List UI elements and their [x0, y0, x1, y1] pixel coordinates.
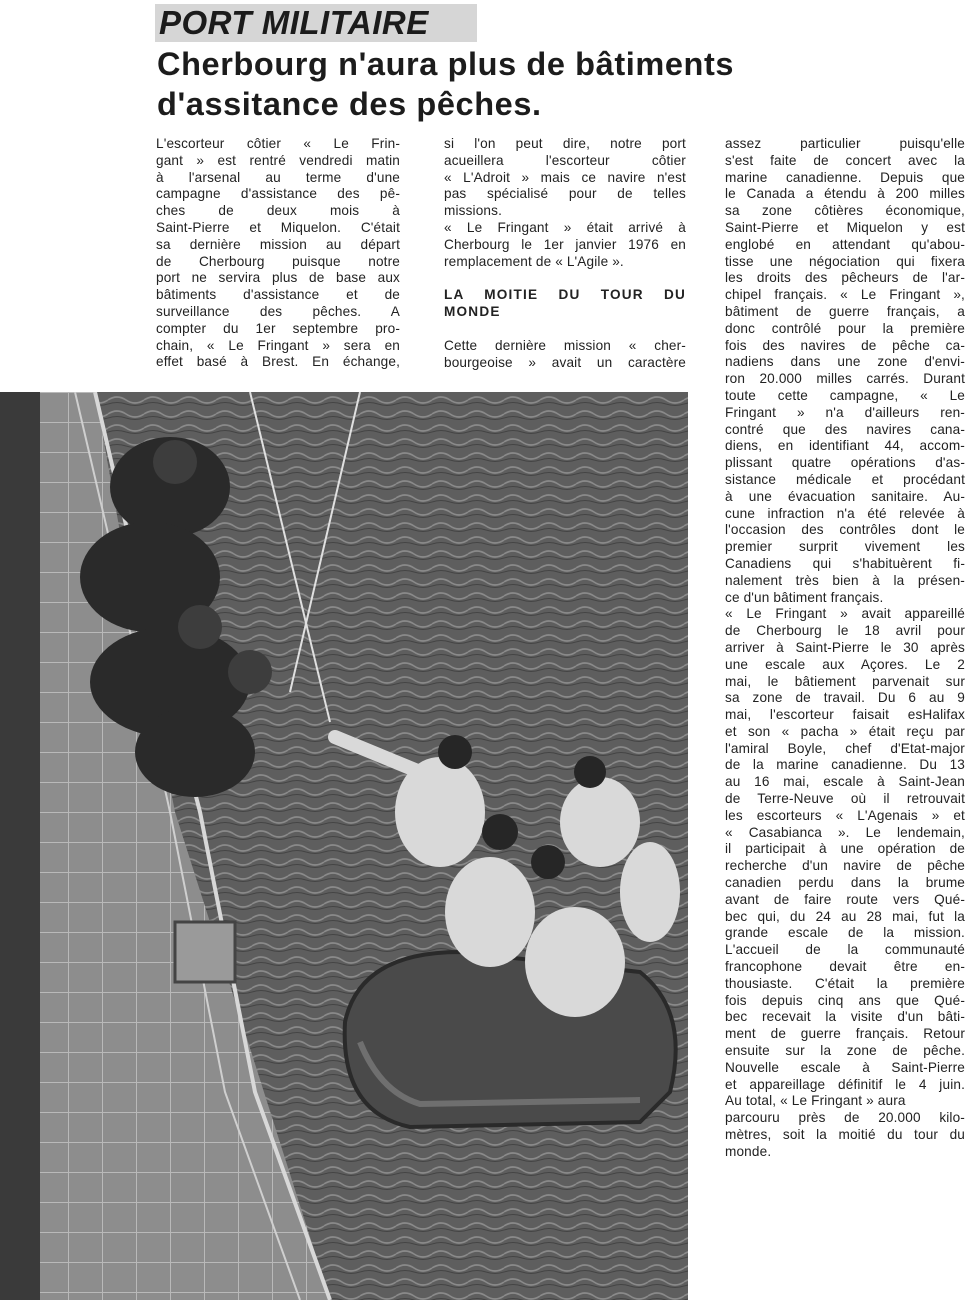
text-line: fois depuis cinq ans que Qué-: [725, 992, 965, 1008]
text-line: ron 20.000 milles carrés. Durant: [725, 371, 965, 387]
text-line: mai, le bâtiement parvenait sur: [725, 673, 965, 689]
text-line: sa dernière mission au départ: [156, 236, 400, 252]
text-line: compter du 1er septembre pro-: [156, 320, 400, 336]
spacer: [444, 270, 686, 287]
headline-line: Cherbourg n'aura plus de bâtiments: [157, 46, 735, 82]
text-line: il participait à une opération de: [725, 841, 965, 857]
text-line: grande escale de la mission.: [725, 925, 965, 941]
text-line: arriver à Saint-Pierre le 30 après: [725, 639, 965, 655]
text-line: mètres, soit la moitié du tour du: [725, 1127, 965, 1143]
text-line: Saint-Pierre et Miquelon. C'était: [156, 219, 400, 235]
text-line: parcouru près de 20.000 kilo-: [725, 1110, 965, 1126]
text-line: de Terre-Neuve où il retrouvait: [725, 791, 965, 807]
text-line: une escale aux Açores. Le 2: [725, 656, 965, 672]
kicker: PORT MILITAIRE: [155, 4, 477, 42]
text-line: monde.: [725, 1143, 772, 1159]
text-line: ment de guerre français. Retour: [725, 1026, 965, 1042]
text-line: et appareillage définitif le 4 juin.: [725, 1076, 965, 1092]
text-line: effet basé à Brest. En échange,: [156, 354, 400, 370]
text-line: de Cherbourg puisque notre: [156, 253, 400, 269]
text-line: avant de faire route vers Qué-: [725, 891, 965, 907]
headline: [157, 44, 937, 124]
text-line: nalement très bien à la présen-: [725, 572, 965, 588]
text-line: les escorteurs « L'Agenais » et: [725, 807, 965, 823]
text-line: canadien perdu dans la brume: [725, 875, 965, 891]
text-line: englobé en attendant qu'abou-: [725, 236, 965, 252]
text-line: « L'Adroit » mais ce navire n'est: [444, 169, 686, 185]
text-line: donc contrôlé pour la première: [725, 320, 965, 336]
text-line: l'amiral Boyle, chef d'Etat-major: [725, 740, 965, 756]
text-line: à l'arsenal au terme d'une: [156, 169, 400, 185]
text-line: « Le Fringant » était arrivé à: [444, 219, 686, 235]
text-line: remplacement de « L'Agile ».: [444, 253, 624, 269]
text-line: sistance médicale et procédant: [725, 471, 965, 487]
text-line: sa zone de travail. Du 6 au 9: [725, 690, 965, 706]
text-line: Saint-Pierre et Miquelon y est: [725, 219, 965, 235]
section-subhead: MONDE: [444, 304, 501, 320]
text-line: surveillance des pêches. A: [156, 303, 400, 319]
text-line: ce d'un bâtiment français.: [725, 589, 884, 605]
text-line: le Canada a étendu à 200 milles: [725, 186, 965, 202]
text-line: l'occasion des contrôles dont le: [725, 522, 965, 538]
text-line: bec recevait la visite d'un bâti-: [725, 1009, 965, 1025]
text-line: s'est faite de concert avec la: [725, 152, 965, 168]
text-column-2: [444, 136, 686, 372]
text-line: tisse une négociation qui fixera: [725, 253, 965, 269]
text-line: et son « pacha » était reçu par: [725, 723, 965, 739]
text-line: pas spécialisé pour de telles: [444, 186, 686, 202]
section-subhead: LA MOITIE DU TOUR DU: [444, 287, 686, 303]
text-line: toute cette campagne, « Le: [725, 387, 965, 403]
ship-hull: [0, 392, 40, 1300]
headline-line: d'assitance des pêches.: [157, 86, 542, 122]
spacer: [444, 321, 686, 338]
text-line: assez particulier puisqu'elle: [725, 136, 965, 151]
text-line: chipel français. « Le Fringant »,: [725, 287, 965, 303]
text-line: fois des navires de pêche ca-: [725, 337, 965, 353]
text-line: contré que des navires cana-: [725, 421, 965, 437]
text-line: ches de deux mois à: [156, 203, 400, 219]
text-line: mai, l'escorteur faisait esHalifax: [725, 707, 965, 723]
text-line: L'accueil de la communauté: [725, 942, 965, 958]
photo-illustration: [0, 392, 688, 1300]
text-line: à une évacuation sanitaire. Au-: [725, 488, 965, 504]
text-line: Cherbourg le 1er janvier 1976 en: [444, 236, 686, 252]
news-photo: [0, 392, 688, 1300]
text-line: Cette dernière mission « cher-: [444, 337, 686, 353]
text-line: Nouvelle escale à Saint-Pierre: [725, 1059, 965, 1075]
text-line: diens, en identifiant 44, accom-: [725, 438, 965, 454]
text-line: chain, « Le Fringant » sera en: [156, 337, 400, 353]
text-line: « Le Fringant » avait appareillé: [725, 606, 965, 622]
text-line: gant » est rentré vendredi matin: [156, 152, 400, 168]
text-line: acueillera l'escorteur côtier: [444, 152, 686, 168]
text-line: au 16 mai, escale à Saint-Jean: [725, 774, 965, 790]
text-line: ensuite sur la zone de pêche.: [725, 1043, 965, 1059]
text-line: Fringant » n'a d'ailleurs ren-: [725, 404, 965, 420]
text-line: L'escorteur côtier « Le Frin-: [156, 136, 400, 151]
text-line: recherche d'un navire de pêche: [725, 858, 965, 874]
equipment-box: [175, 922, 235, 982]
text-column-3: [725, 136, 965, 1161]
text-line: si l'on peut dire, notre port: [444, 136, 686, 151]
text-line: nadiens dans une zone d'envi-: [725, 354, 965, 370]
text-line: les droits des pêcheurs de l'ar-: [725, 270, 965, 286]
text-line: de Cherbourg le 18 avril pour: [725, 623, 965, 639]
text-line: bourgeoise » avait un caractère: [444, 354, 686, 370]
text-line: thousiaste. C'était la première: [725, 975, 965, 991]
text-line: bâtiments d'assistance et de: [156, 287, 400, 303]
text-line: bâtiment de guerre français, a: [725, 303, 965, 319]
text-line: campagne d'assistance des pê-: [156, 186, 400, 202]
text-line: Canadiens qui s'habituèrent fi-: [725, 555, 965, 571]
text-line: de la marine canadienne. Du 13: [725, 757, 965, 773]
text-column-1: [156, 136, 400, 371]
text-line: francophone devait être en-: [725, 959, 965, 975]
text-line: Au total, « Le Fringant » aura: [725, 1093, 906, 1109]
text-line: « Casabianca ». Le lendemain,: [725, 824, 965, 840]
text-line: missions.: [444, 203, 503, 219]
text-line: sa zone côtières économique,: [725, 203, 965, 219]
text-line: marine canadienne. Depuis que: [725, 169, 965, 185]
text-line: port ne servira plus de base aux: [156, 270, 400, 286]
text-line: plissant quatre opérations d'as-: [725, 455, 965, 471]
text-line: cune infraction n'a été relevée à: [725, 505, 965, 521]
text-line: premier surprit vivement les: [725, 539, 965, 555]
text-line: bec qui, du 24 au 28 mai, fut la: [725, 908, 965, 924]
